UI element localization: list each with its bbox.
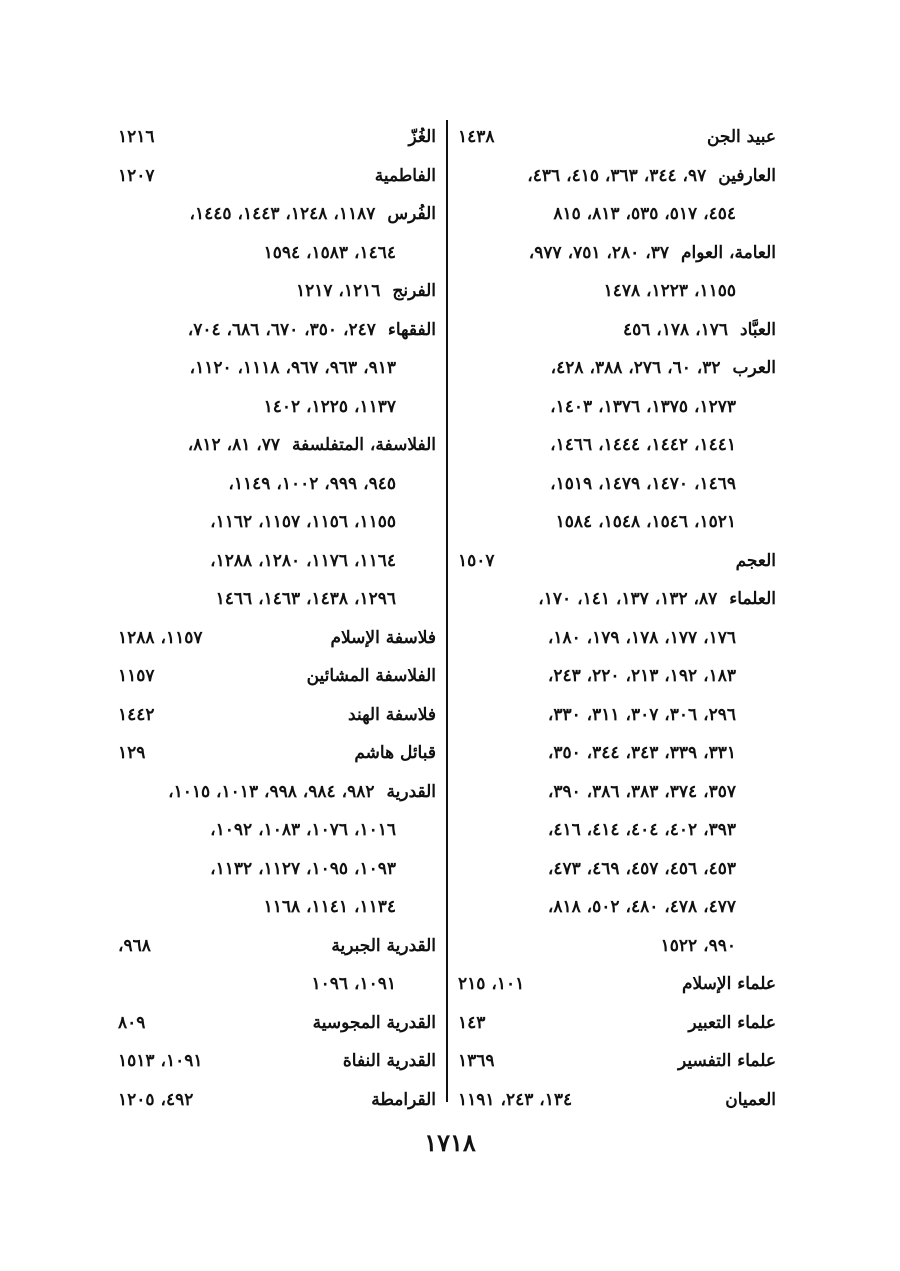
index-term: عبيد الجن bbox=[706, 127, 776, 147]
page-references: ١١٨٧، ١٢٤٨، ١٤٤٣، ١٤٤٥، bbox=[189, 204, 376, 224]
index-continuation-line bbox=[118, 580, 436, 619]
index-entry bbox=[118, 773, 436, 812]
index-entry bbox=[118, 619, 436, 658]
index-entry bbox=[118, 311, 436, 350]
index-term: العامة، العوام bbox=[680, 242, 776, 263]
page-references: ٨٠٩ bbox=[118, 1012, 146, 1033]
page-references: ٣٣١، ٣٣٩، ٣٤٣، ٣٤٤، ٣٥٠، bbox=[547, 743, 736, 763]
index-entry bbox=[118, 157, 436, 196]
page-references: ١٨٣، ١٩٢، ٢١٣، ٢٢٠، ٢٤٣، bbox=[547, 666, 736, 686]
index-term: فلاسفة الهند bbox=[348, 704, 436, 725]
index-continuation-line bbox=[458, 388, 776, 427]
index-entry bbox=[458, 234, 776, 273]
index-term: العرب bbox=[732, 358, 776, 378]
index-term: القدرية المجوسية bbox=[312, 1012, 436, 1033]
index-term: القدرية الجبرية bbox=[331, 935, 436, 956]
index-entry bbox=[118, 272, 436, 311]
index-continuation-line bbox=[118, 965, 436, 1004]
page-references: ١٥٢١، ١٥٤٦، ١٥٤٨، ١٥٨٤ bbox=[555, 512, 736, 532]
index-entry bbox=[118, 195, 436, 234]
index-entry bbox=[458, 349, 776, 388]
index-entry bbox=[458, 965, 776, 1004]
page-references: ٩٩٠، ١٥٢٢ bbox=[660, 935, 736, 956]
index-term: قبائل هاشم bbox=[354, 743, 436, 763]
page-references: ٩٧، ٣٤٤، ٣٦٣، ٤١٥، ٤٣٦، bbox=[527, 165, 707, 186]
index-continuation-line bbox=[458, 734, 776, 773]
index-entry bbox=[118, 1004, 436, 1043]
index-continuation-line bbox=[118, 542, 436, 581]
page-references: ١٣٤، ٢٤٣، ١١٩١ bbox=[458, 1089, 573, 1110]
index-continuation-line bbox=[458, 503, 776, 542]
page-references: ٣٢، ٦٠، ٢٧٦، ٣٨٨، ٤٢٨، bbox=[550, 358, 721, 378]
index-entry bbox=[118, 657, 436, 696]
page-references: ٣٧، ٢٨٠، ٧٥١، ٩٧٧، bbox=[528, 242, 669, 263]
index-entry bbox=[458, 1004, 776, 1043]
page-references: ١٠١، ٢١٥ bbox=[458, 974, 525, 994]
index-continuation-line bbox=[118, 850, 436, 889]
index-term: الفُرس bbox=[387, 204, 436, 224]
index-entry bbox=[118, 734, 436, 773]
page-references: ٢٤٧، ٣٥٠، ٦٧٠، ٦٨٦، ٧٠٤، bbox=[187, 319, 376, 340]
index-term: العارفين bbox=[718, 165, 776, 186]
page-references: ٤٥٤، ٥١٧، ٥٣٥، ٨١٣، ٨١٥ bbox=[553, 204, 736, 224]
page-references: ١٤٦٩، ١٤٧٠، ١٤٧٩، ١٥١٩، bbox=[550, 473, 736, 494]
index-continuation-line bbox=[118, 888, 436, 927]
page-references: ١١٣٤، ١١٤١، ١١٦٨ bbox=[263, 897, 396, 917]
page-references: ١٧٦، ١٧٧، ١٧٨، ١٧٩، ١٨٠، bbox=[547, 627, 736, 648]
page-references: ١٣٦٩ bbox=[458, 1051, 495, 1071]
page-references: ٣٩٣، ٤٠٢، ٤٠٤، ٤١٤، ٤١٦، bbox=[547, 820, 736, 840]
page-references: ١٤٤١، ١٤٤٢، ١٤٤٤، ١٤٦٦، bbox=[550, 435, 736, 455]
index-continuation-line bbox=[458, 426, 776, 465]
page-references: ٨٧، ١٣٢، ١٣٧، ١٤١، ١٧٠، bbox=[538, 589, 718, 609]
page-number: ١٧١٨ bbox=[424, 1128, 476, 1157]
index-entry bbox=[118, 426, 436, 465]
page-references: ١٢١٦، ١٢١٧ bbox=[295, 281, 381, 301]
index-continuation-line bbox=[118, 234, 436, 273]
page-references: ١٤٤٢ bbox=[118, 704, 155, 725]
index-continuation-line bbox=[458, 811, 776, 850]
index-term: القدرية bbox=[386, 781, 436, 802]
index-term: فلاسفة الإسلام bbox=[330, 627, 436, 648]
index-entry bbox=[458, 311, 776, 350]
index-column-left bbox=[118, 118, 436, 1119]
index-continuation-line bbox=[458, 195, 776, 234]
index-entry bbox=[118, 1042, 436, 1081]
index-term: علماء الإسلام bbox=[681, 974, 776, 994]
index-term: العجم bbox=[735, 550, 776, 571]
page-references: ١١٥٧، ١٢٨٨ bbox=[118, 627, 203, 648]
index-entry bbox=[458, 542, 776, 581]
index-continuation-line bbox=[458, 657, 776, 696]
index-entry bbox=[458, 580, 776, 619]
page-references: ١٢٩ bbox=[118, 743, 146, 763]
index-entry bbox=[118, 118, 436, 157]
page-references: ٣٥٧، ٣٧٤، ٣٨٣، ٣٨٦، ٣٩٠، bbox=[547, 781, 736, 802]
page-references: ١١٦٤، ١١٧٦، ١٢٨٠، ١٢٨٨، bbox=[210, 550, 396, 571]
index-term: العلماء bbox=[729, 589, 776, 609]
column-divider bbox=[446, 120, 448, 1102]
page-references: ١٠٩١، ١٠٩٦ bbox=[311, 974, 396, 994]
index-continuation-line bbox=[458, 619, 776, 658]
index-continuation-line bbox=[118, 465, 436, 504]
index-column-right bbox=[458, 118, 776, 1119]
index-term: علماء التعبير bbox=[688, 1012, 776, 1033]
page-references: ٤٩٢، ١٢٠٥ bbox=[118, 1089, 194, 1110]
page-references: ١٤٦٤، ١٥٨٣، ١٥٩٤ bbox=[263, 242, 396, 263]
page-references: ٢٩٦، ٣٠٦، ٣٠٧، ٣١١، ٣٣٠، bbox=[547, 704, 736, 725]
index-term: الفرنج bbox=[392, 281, 436, 301]
page-references: ١١٥٥، ١٢٢٣، ١٤٧٨ bbox=[603, 281, 736, 301]
index-continuation-line bbox=[118, 503, 436, 542]
page-references: ٩٨٢، ٩٨٤، ٩٩٨، ١٠١٣، ١٠١٥، bbox=[168, 781, 375, 802]
index-entry bbox=[458, 157, 776, 196]
index-continuation-line bbox=[118, 811, 436, 850]
index-term: الفقهاء bbox=[387, 319, 436, 340]
page-references: ٩٦٨، bbox=[118, 935, 151, 956]
index-term: الفاطمية bbox=[374, 165, 436, 186]
page-references: ١١٥٥، ١١٥٦، ١١٥٧، ١١٦٢، bbox=[210, 512, 396, 532]
page-references: ١٤٣ bbox=[458, 1012, 486, 1033]
index-term: الفلاسفة المشائين bbox=[306, 666, 436, 686]
index-term: الفلاسفة، المتفلسفة bbox=[292, 435, 436, 455]
index-entry bbox=[458, 118, 776, 157]
page-references: ١٢٩٦، ١٤٣٨، ١٤٦٣، ١٤٦٦ bbox=[215, 589, 396, 609]
page-references: ١٢٧٣، ١٣٧٥، ١٣٧٦، ١٤٠٣، bbox=[550, 396, 736, 417]
page-references: ١١٣٧، ١٢٢٥، ١٤٠٢ bbox=[263, 396, 396, 417]
index-continuation-line bbox=[458, 272, 776, 311]
index-continuation-line bbox=[458, 696, 776, 735]
page-references: ١٥٠٧ bbox=[458, 550, 495, 571]
index-entry bbox=[458, 1081, 776, 1120]
index-continuation-line bbox=[118, 349, 436, 388]
page-references: ٤٧٧، ٤٧٨، ٤٨٠، ٥٠٢، ٨١٨، bbox=[547, 897, 736, 917]
page-references: ١١٥٧ bbox=[118, 666, 155, 686]
index-continuation-line bbox=[458, 773, 776, 812]
index-continuation-line bbox=[458, 927, 776, 966]
index-continuation-line bbox=[118, 388, 436, 427]
index-continuation-line bbox=[458, 465, 776, 504]
page-references: ١٧٦، ١٧٨، ٤٥٦ bbox=[622, 319, 729, 340]
index-entry bbox=[118, 696, 436, 735]
index-continuation-line bbox=[458, 888, 776, 927]
index-term: العميان bbox=[725, 1089, 776, 1110]
page-references: ١٤٣٨ bbox=[458, 127, 495, 147]
page-references: ١٠٩١، ١٥١٣ bbox=[118, 1051, 203, 1071]
index-entry bbox=[118, 1081, 436, 1120]
index-term: الغُزّ bbox=[408, 127, 436, 147]
index-term: القرامطة bbox=[371, 1089, 436, 1110]
index-term: علماء التفسير bbox=[678, 1051, 776, 1071]
page-references: ٩٤٥، ٩٩٩، ١٠٠٢، ١١٤٩، bbox=[228, 473, 396, 494]
index-term: العبَّاد bbox=[740, 319, 776, 340]
index-continuation-line bbox=[458, 850, 776, 889]
page-references: ٤٥٣، ٤٥٦، ٤٥٧، ٤٦٩، ٤٧٣، bbox=[547, 858, 736, 879]
index-term: القدرية النفاة bbox=[342, 1051, 436, 1071]
index-entry bbox=[458, 1042, 776, 1081]
page-references: ١٢٠٧ bbox=[118, 165, 155, 186]
page-references: ١٠١٦، ١٠٧٦، ١٠٨٣، ١٠٩٢، bbox=[210, 820, 396, 840]
page-references: ١٢١٦ bbox=[118, 127, 155, 147]
page-references: ٩١٣، ٩٦٣، ٩٦٧، ١١١٨، ١١٢٠، bbox=[189, 358, 396, 378]
index-entry bbox=[118, 927, 436, 966]
page-references: ١٠٩٣، ١٠٩٥، ١١٢٧، ١١٣٢، bbox=[210, 858, 396, 879]
page-references: ٧٧، ٨١، ٨١٢، bbox=[187, 435, 281, 455]
